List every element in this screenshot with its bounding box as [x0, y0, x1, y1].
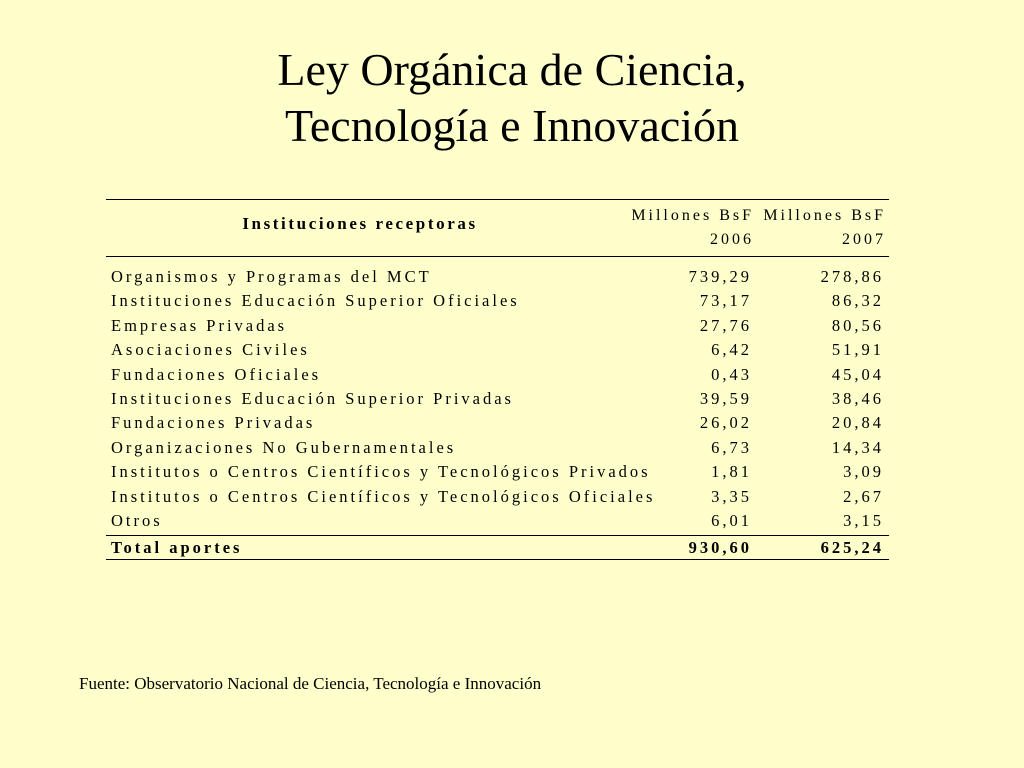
row-value-2007: 3,09	[843, 462, 884, 482]
row-label: Institutos o Centros Científicos y Tecnológicos Oficiales	[111, 486, 656, 506]
table-row	[106, 411, 889, 435]
row-value-2006: 739,29	[688, 267, 752, 286]
row-label: Fundaciones Privadas	[111, 413, 316, 433]
table-row	[106, 265, 889, 289]
row-value-2007: 38,46	[831, 388, 884, 408]
row-value-2006: 6,01	[711, 510, 752, 530]
total-label: Total aportes	[111, 538, 243, 557]
row-label: Instituciones Educación Superior Oficiales	[111, 291, 520, 311]
row-value-2007: 51,91	[831, 340, 884, 360]
header-2006	[614, 204, 754, 252]
header-2006-year: 2006	[710, 231, 754, 248]
row-value-2006: 6,42	[711, 340, 752, 360]
source-note: Fuente: Observatorio Nacional de Ciencia, Tecnología e Innovación	[79, 674, 542, 693]
row-value-2007: 20,84	[831, 413, 884, 433]
row-value-2007: 3,15	[843, 510, 884, 530]
row-value-2006: 39,59	[699, 388, 752, 408]
header-2006-unit: Millones BsF	[631, 207, 754, 224]
row-value-2007: 86,32	[831, 291, 884, 311]
row-label: Organizaciones No Gubernamentales	[111, 437, 457, 457]
total-2006: 930,60	[688, 538, 752, 557]
row-value-2006: 6,73	[711, 437, 752, 457]
row-value-2007: 278,86	[820, 267, 884, 286]
row-value-2006: 26,02	[699, 413, 752, 433]
row-label: Instituciones Educación Superior Privadas	[111, 388, 514, 408]
row-value-2007: 14,34	[831, 437, 884, 457]
row-label: Otros	[111, 510, 163, 530]
table-header	[106, 199, 889, 257]
table-row	[106, 436, 889, 460]
header-institutions: Instituciones receptoras	[242, 214, 478, 233]
table-row	[106, 387, 889, 411]
table-row	[106, 509, 889, 533]
row-value-2006: 3,35	[711, 486, 752, 506]
header-2007	[754, 204, 886, 252]
table-body	[106, 265, 889, 533]
table-total-row	[106, 535, 889, 560]
row-value-2006: 1,81	[711, 462, 752, 482]
row-label: Asociaciones Civiles	[111, 340, 310, 360]
table-row	[106, 485, 889, 509]
row-label: Empresas Privadas	[111, 315, 288, 335]
total-2007: 625,24	[820, 538, 884, 557]
row-value-2006: 73,17	[699, 291, 752, 311]
slide-title	[0, 42, 1024, 154]
row-value-2006: 27,76	[699, 315, 752, 335]
row-value-2007: 80,56	[831, 315, 884, 335]
title-line-1: Ley Orgánica de Ciencia,	[277, 44, 747, 95]
contributions-table	[106, 199, 889, 561]
table-row	[106, 363, 889, 387]
row-label: Fundaciones Oficiales	[111, 364, 322, 384]
table-row	[106, 338, 889, 362]
title-line-2: Tecnología e Innovación	[284, 100, 740, 151]
row-value-2006: 0,43	[711, 364, 752, 384]
row-label: Organismos y Programas del MCT	[111, 267, 432, 286]
header-2007-year: 2007	[842, 231, 886, 248]
table-row	[106, 289, 889, 313]
row-label: Institutos o Centros Científicos y Tecnológicos Privados	[111, 462, 651, 482]
header-2007-unit: Millones BsF	[763, 207, 886, 224]
row-value-2007: 2,67	[843, 486, 884, 506]
row-value-2007: 45,04	[831, 364, 884, 384]
table-row	[106, 314, 889, 338]
table-row	[106, 460, 889, 484]
